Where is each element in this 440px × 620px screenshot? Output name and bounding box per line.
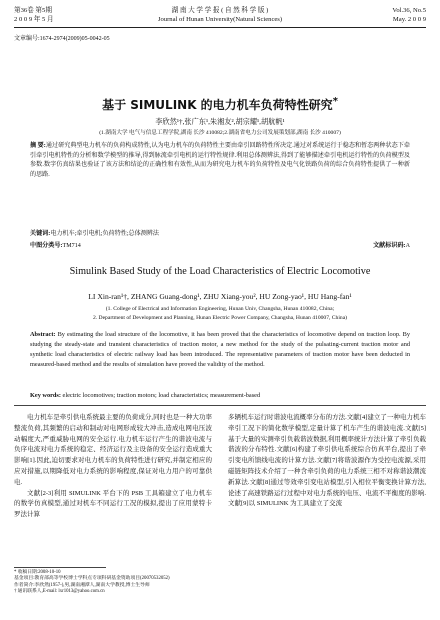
footnote-rule xyxy=(14,567,106,568)
header-journal-name: 湖 南 大 学 学 报 ( 自 然 科 学 版 ) Journal of Hunan University(Natural Sciences) xyxy=(157,7,283,23)
title-english: Simulink Based Study of the Load Characteristics of Electric Locomotive xyxy=(69,266,371,277)
section-rule xyxy=(14,405,426,406)
affiliation-chinese: (1.湖南大学 电气与信息工程学院,湖南 长沙 410082;2.湖南省电力公司发展策划部,湖南 长沙 410007) xyxy=(99,130,341,136)
footnotes: * 收稿日期:2008-10-10 基金项目:教育部高等学校博士学科点专项科研基金资助项目(20070532052) 作者简介:李欣然(1957-),男,湖南湘潭人,湖南大学教授,博士生导师 † 通讯联系人,E-mail: lxr1013@yahoo.com.cn xyxy=(14,570,170,595)
body-column-right xyxy=(228,413,426,510)
header-rule xyxy=(14,27,426,28)
title-chinese: 基于 SIMULINK 的电力机车负荷特性研究* xyxy=(102,96,338,112)
keywords-english: Key words: electric locomotives; traction motors; load characteristics; measurement-based xyxy=(30,392,261,399)
article-number: 文章编号:1674-2974(2009)05-0042-05 xyxy=(14,36,110,42)
body-paragraph: 电力机车是牵引供电系统最主要的负荷成分,同时也是一种大功率整流负荷,其频繁的启动和制动对电网形成较大冲击,造成电网电压波动幅度大,严重威胁电网的安全运行.电力机车运行产生的谐波电流与负序电流对电力系统的稳定、经济运行及主设备的安全运行造成重大影响[1].因此,迫切要求对电力机车的负荷特性进行研究,并制定相应的应对措施,以期降低对电力系统的影响程度,保证对电力用户的可靠供电. xyxy=(14,414,212,486)
affiliation-english: (1. College of Electrical and Information Engineering, Hunan Univ, Changsha, Hunan 410082, China; 2. Department of Development and Planning, Hunan Electric Power Company, Changsha, Hunan 410007, China) xyxy=(92,306,348,321)
header-issue: 第36卷 第5期 2 0 0 9 年 5 月 xyxy=(14,7,54,23)
authors-chinese: 李欣然¹†,张广东¹,朱湘友²,胡宗耀¹,胡航帆¹ xyxy=(155,118,285,126)
keywords-chinese: 关键词:电力机车;牵引电机;负荷特性;总体测辨法 xyxy=(30,231,159,237)
authors-english: LI Xin-ran¹†, ZHANG Guang-dong¹, ZHU Xiang-you², HU Zong-yao¹, HU Hang-fan¹ xyxy=(88,292,352,301)
body-column-left xyxy=(14,413,212,521)
header-volume: Vol.36, No.5 May. 2 0 0 9 xyxy=(392,7,426,23)
body-paragraph: 多辆机车运行时谐波电流概率分布的方法.文献[4]建立了一种电力机车牵引工况下的简化数学模型,定量计算了机车产生的谐波电流.文献[5]基于大量的实测牵引负载谐波数据,利用概率统计方法计算了牵引负载谐波的分布特性.文献[6]构建了牵引供电系统综合仿真平台,提出了牵引变电所馈线电流的计算方法.文献[7]将谐波源作为受控电流源,采用磁链矩阵技术介绍了一种含牵引负荷的电力系统三相不对称谐波潮流新算法.文献[8]通过等效牵引变电站模型,引入相位平衡变换计算方法,论述了高速铁路运行过程中对电力系统的电压、电流不平衡度的影响.文献[9]以 SIMULINK 为工具建立了交流 xyxy=(228,414,426,508)
abstract-chinese: 摘 要:通过研究典型电力机车的负荷构成特性,认为电力机车的负荷特性主要由牵引回路特性所决定.通过对系统运行于稳态和暂态两种状态下牵引牵引电机特性的分析和数学模型的推导,得到脉流牵引电机的运行特性规律.利用总体测辨法,得到了能够描述牵引电机运行特性的负荷模型及参数.数字仿真结果也验证了该方法和结论的正确性和有效性,从而为研究电力机车的负荷特性及电气化铁路负荷的综合负荷特性提供了一种新的思路. xyxy=(30,143,410,178)
body-paragraph: 文献[2-3]利用 SIMULINK 平台下的 PSB 工具箱建立了电力机车的数学仿真模型,通过对机车不同运行工况的模拟,提出了应用蒙特卡罗法计算 xyxy=(14,489,212,519)
document-code: 文献标识码:A xyxy=(373,243,410,249)
abstract-english: Abstract: By estimating the load structure of the locomotive, it has been proved that the characteristics of locomotive depend on traction loop. By studying the steady-state and transient characteristics of traction motor, a new method for the study of the pulsating-current traction motor and synthetic load characteristics of electric railway load has been introduced. The representative parameters of traction motor have been deducted in measured-based method and the results of simulation have proved the validity of the method. xyxy=(30,331,410,368)
journal-header xyxy=(14,6,426,28)
classification-line: 中图分类号:TM714 文献标识码:A xyxy=(30,240,410,249)
